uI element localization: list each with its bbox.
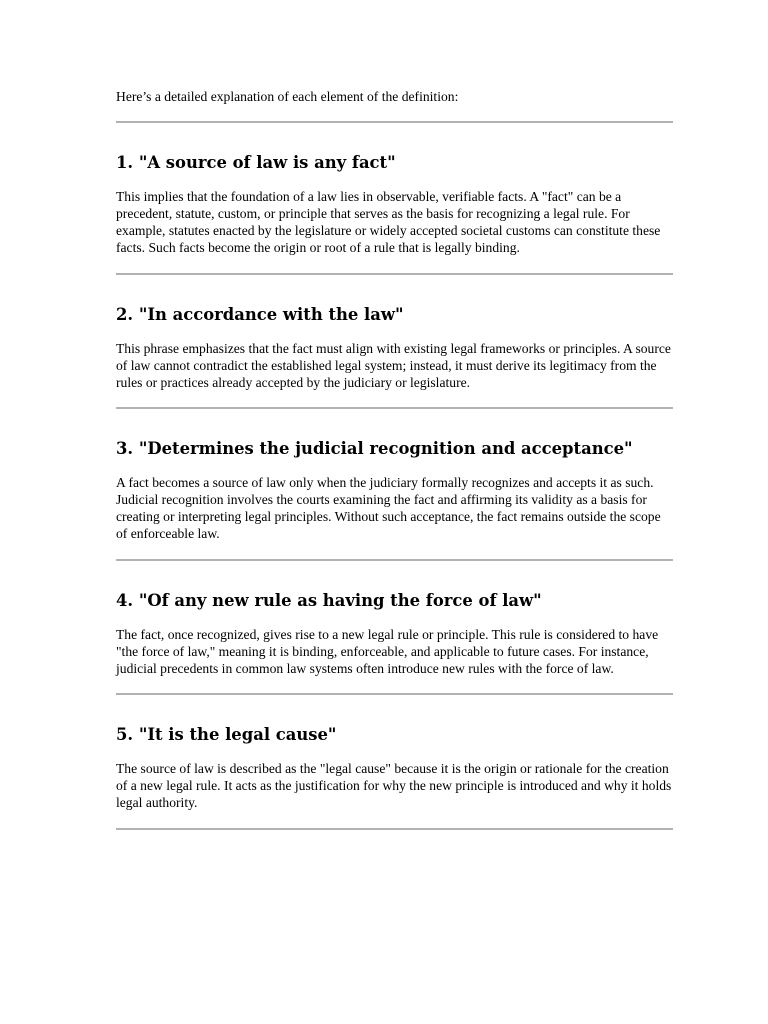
sections-container bbox=[116, 153, 673, 830]
section bbox=[116, 439, 673, 561]
section-heading: 2. "In accordance with the law" bbox=[116, 305, 404, 324]
divider bbox=[116, 559, 673, 561]
section-heading: 5. "It is the legal cause" bbox=[116, 725, 337, 744]
section-heading: 3. "Determines the judicial recognition and acceptance" bbox=[116, 439, 633, 458]
divider bbox=[116, 407, 673, 409]
divider bbox=[116, 693, 673, 695]
divider bbox=[116, 273, 673, 275]
section-paragraph: The source of law is described as the "legal cause" because it is the origin or rationale for the creation of a new legal rule. It acts as the justification for why the new principle is introduced and why it holds legal authority. bbox=[116, 761, 672, 810]
divider bbox=[116, 121, 673, 123]
section bbox=[116, 153, 673, 275]
section bbox=[116, 725, 673, 830]
divider bbox=[116, 828, 673, 830]
section bbox=[116, 591, 673, 695]
section-paragraph: This phrase emphasizes that the fact must align with existing legal frameworks or principles. A source of law cannot contradict the established legal system; instead, it must derive its legitimacy from the rules or practices already accepted by the judiciary or legislature. bbox=[116, 341, 671, 390]
intro-text: Here’s a detailed explanation of each element of the definition: bbox=[116, 89, 459, 104]
section-heading: 1. "A source of law is any fact" bbox=[116, 153, 396, 172]
section-heading: 4. "Of any new rule as having the force of law" bbox=[116, 591, 542, 610]
section-paragraph: A fact becomes a source of law only when the judiciary formally recognizes and accepts it as such. Judicial recognition involves the courts examining the fact and affirming its validity as a basis for creating or interpreting legal principles. Without such acceptance, the fact remains outside the scope of enforceable law. bbox=[116, 475, 661, 541]
section-paragraph: This implies that the foundation of a law lies in observable, verifiable facts. A "fact" can be a precedent, statute, custom, or principle that serves as the basis for recognizing a legal rule. For example, statutes enacted by the legislature or widely accepted societal customs can constitute these facts. Such facts become the origin or root of a rule that is legally binding. bbox=[116, 189, 661, 255]
document-page bbox=[116, 88, 673, 830]
section-paragraph: The fact, once recognized, gives rise to a new legal rule or principle. This rule is considered to have "the force of law," meaning it is binding, enforceable, and applicable to future cases. For instance, judicial precedents in common law systems often introduce new rules with the force of law. bbox=[116, 627, 659, 676]
section bbox=[116, 305, 673, 409]
